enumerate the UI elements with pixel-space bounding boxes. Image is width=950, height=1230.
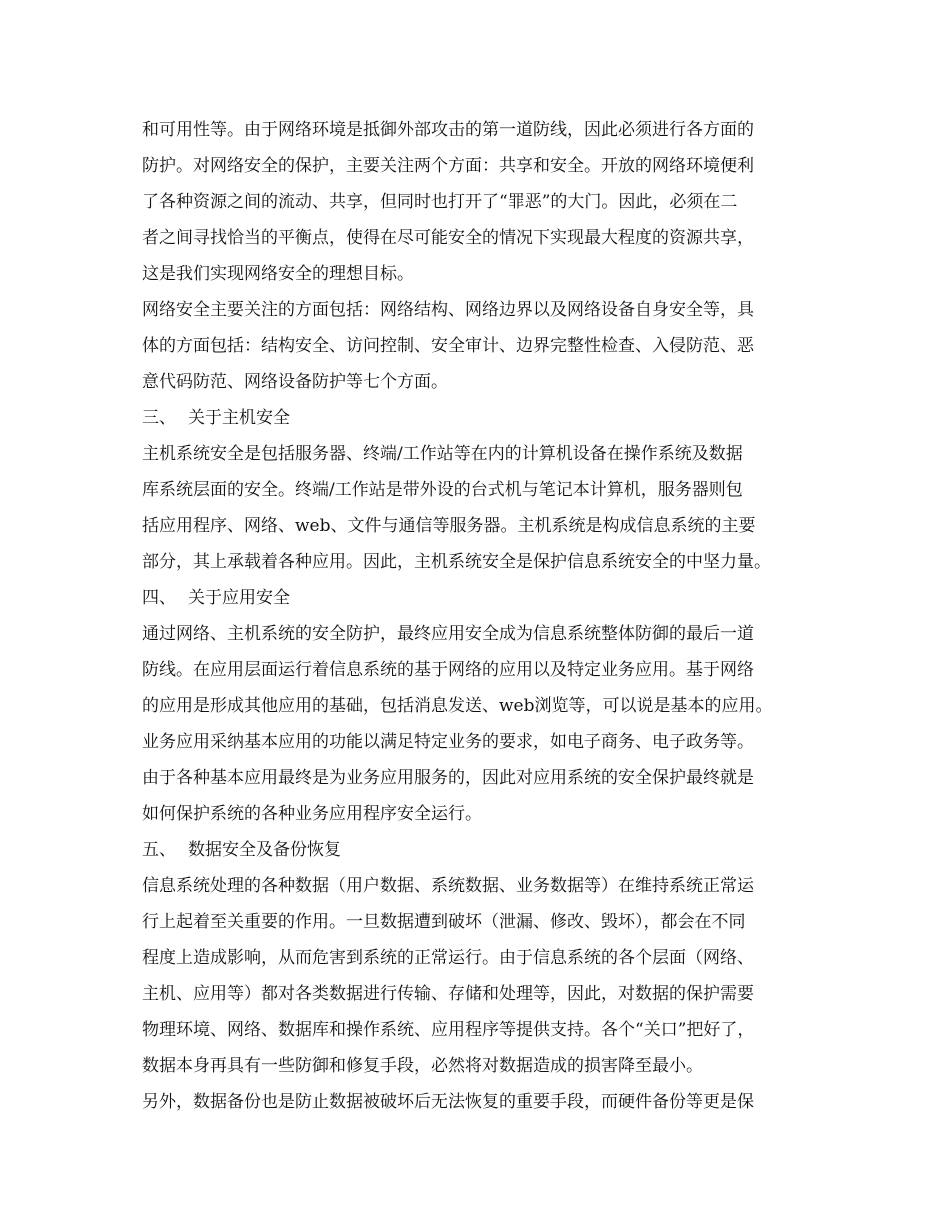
paragraph-line: 主机系统安全是包括服务器、终端/工作站等在内的计算机设备在操作系统及数据 — [142, 444, 743, 464]
paragraph-line: 了各种资源之间的流动、共享，但同时也打开了“罪恶”的大门。因此，必须在二 — [142, 192, 738, 212]
paragraph-line: 体的方面包括：结构安全、访问控制、安全审计、边界完整性检查、入侵防范、恶 — [142, 336, 754, 356]
section-heading — [142, 832, 832, 868]
paragraph — [142, 1084, 832, 1120]
paragraph-line: 网络安全主要关注的方面包括：网络结构、网络边界以及网络设备自身安全等，具 — [142, 300, 754, 320]
paragraph-line: 和可用性等。由于网络环境是抵御外部攻击的第一道防线，因此必须进行各方面的 — [142, 120, 754, 140]
paragraph-line: 由于各种基本应用最终是为业务应用服务的，因此对应用系统的安全保护最终就是 — [142, 768, 754, 788]
paragraph-line: 防线。在应用层面运行着信息系统的基于网络的应用以及特定业务应用。基于网络 — [142, 660, 754, 680]
paragraph-line: 通过网络、主机系统的安全防护，最终应用安全成为信息系统整体防御的最后一道 — [142, 624, 754, 644]
section-number: 三、 — [142, 408, 176, 428]
paragraph-line: 程度上造成影响，从而危害到系统的正常运行。由于信息系统的各个层面（网络、 — [142, 948, 754, 968]
paragraph-line: 行上起着至关重要的作用。一旦数据遭到破坏（泄漏、修改、毁坏），都会在不同 — [142, 912, 746, 932]
paragraph-line: 者之间寻找恰当的平衡点，使得在尽可能安全的情况下实现最大程度的资源共享， — [142, 228, 754, 248]
section-title: 关于主机安全 — [188, 408, 290, 428]
section-title: 数据安全及备份恢复 — [188, 840, 341, 860]
paragraph-line: 信息系统处理的各种数据（用户数据、系统数据、业务数据等）在维持系统正常运 — [142, 876, 754, 896]
paragraph-line: 物理环境、网络、数据库和操作系统、应用程序等提供支持。各个“关口”把好了， — [142, 1020, 755, 1040]
paragraph-line: 如何保护系统的各种业务应用程序安全运行。 — [142, 804, 482, 824]
section-number: 四、 — [142, 588, 176, 608]
paragraph — [142, 292, 832, 400]
paragraph-line: 数据本身再具有一些防御和修复手段，必然将对数据造成的损害降至最小。 — [142, 1056, 703, 1076]
paragraph — [142, 112, 832, 292]
paragraph — [142, 868, 832, 1084]
paragraph — [142, 616, 832, 832]
document-body — [142, 112, 832, 1120]
paragraph-line: 主机、应用等）都对各类数据进行传输、存储和处理等，因此，对数据的保护需要 — [142, 984, 754, 1004]
section-title: 关于应用安全 — [188, 588, 290, 608]
paragraph-line: 的应用是形成其他应用的基础，包括消息发送、web浏览等，可以说是基本的应用。 — [142, 696, 773, 716]
paragraph — [142, 436, 832, 580]
paragraph-line: 部分，其上承载着各种应用。因此，主机系统安全是保护信息系统安全的中坚力量。 — [142, 552, 771, 572]
paragraph-line: 业务应用采纳基本应用的功能以满足特定业务的要求，如电子商务、电子政务等。 — [142, 732, 754, 752]
paragraph-line: 库系统层面的安全。终端/工作站是带外设的台式机与笔记本计算机，服务器则包 — [142, 480, 743, 500]
paragraph-line: 意代码防范、网络设备防护等七个方面。 — [142, 372, 448, 392]
section-heading — [142, 580, 832, 616]
section-number: 五、 — [142, 840, 176, 860]
paragraph-line: 防护。对网络安全的保护，主要关注两个方面：共享和安全。开放的网络环境便利 — [142, 156, 754, 176]
section-heading — [142, 400, 832, 436]
paragraph-line: 另外，数据备份也是防止数据被破坏后无法恢复的重要手段，而硬件备份等更是保 — [142, 1092, 754, 1112]
paragraph-line: 括应用程序、网络、web、文件与通信等服务器。主机系统是构成信息系统的主要 — [142, 516, 756, 536]
paragraph-line: 这是我们实现网络安全的理想目标。 — [142, 264, 414, 284]
